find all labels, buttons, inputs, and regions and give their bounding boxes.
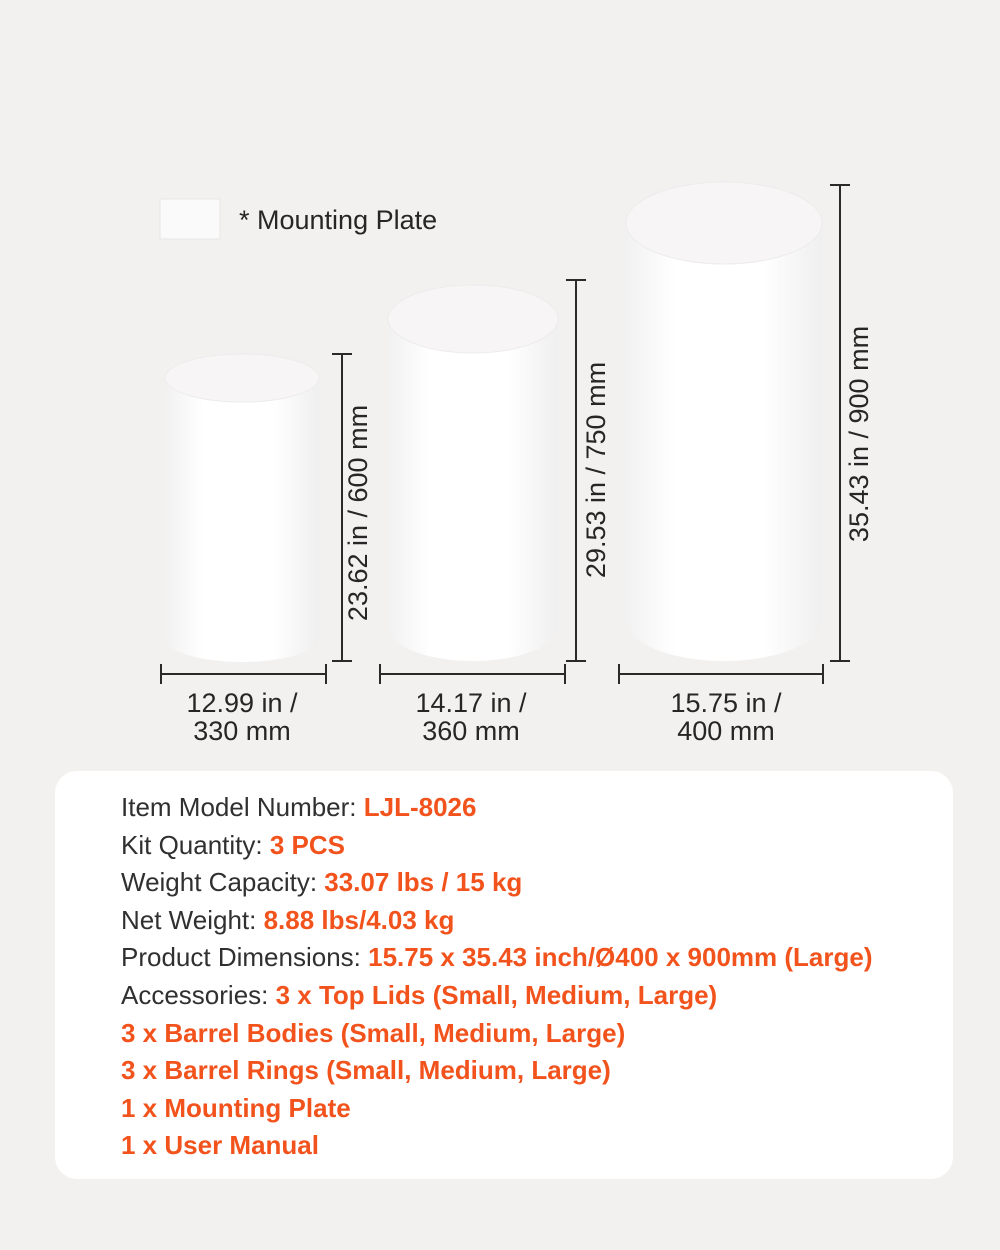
spec-value: 1 x User Manual <box>121 1130 319 1161</box>
width-label-small-in: 12.99 in / <box>186 688 298 718</box>
spec-label: Accessories: <box>121 979 276 1010</box>
pillar-small <box>165 354 319 662</box>
spec-value: LJL-8026 <box>363 792 477 822</box>
spec-item-weight-capacity <box>121 864 873 902</box>
spec-value: 3 x Barrel Bodies (Small, Medium, Large) <box>121 1017 626 1048</box>
width-line-large <box>619 664 823 684</box>
spec-label: Net Weight: <box>121 904 264 935</box>
mounting-plate-swatch <box>160 199 220 239</box>
width-label-large-mm: 400 mm <box>677 716 775 746</box>
spec-item-accessory-barrel-bodies <box>121 1015 873 1053</box>
mounting-plate-label: * Mounting Plate <box>239 205 438 235</box>
spec-value: 3 x Barrel Rings (Small, Medium, Large) <box>121 1055 611 1086</box>
spec-label: Item Model Number: <box>121 792 364 822</box>
spec-item-accessory-barrel-rings <box>121 1052 873 1090</box>
width-label-medium-mm: 360 mm <box>422 716 520 746</box>
spec-value: 1 x Mounting Plate <box>121 1092 351 1123</box>
spec-item-kit-quantity <box>121 827 873 865</box>
spec-item-accessories <box>121 977 873 1015</box>
pillar-large <box>626 182 822 661</box>
pillar-medium <box>388 285 558 661</box>
height-label-small: 23.62 in / 600 mm <box>343 404 373 622</box>
spec-value: 33.07 lbs / 15 kg <box>324 867 523 898</box>
spec-value: 3 x Top Lids (Small, Medium, Large) <box>275 979 718 1010</box>
spec-item-accessory-user-manual <box>121 1127 873 1165</box>
width-line-small <box>161 664 326 684</box>
spec-value: 3 PCS <box>269 829 345 860</box>
width-label-small-mm: 330 mm <box>193 716 291 746</box>
spec-value: 8.88 lbs/4.03 kg <box>263 904 455 935</box>
spec-value: 15.75 x 35.43 inch/Ø400 x 900mm (Large) <box>368 942 873 973</box>
spec-label: Kit Quantity: <box>121 829 270 860</box>
width-line-medium <box>380 664 565 684</box>
specs-card <box>55 771 953 1179</box>
spec-label: Product Dimensions: <box>121 942 369 973</box>
spec-item-accessory-mounting-plate <box>121 1090 873 1128</box>
spec-label: Weight Capacity: <box>121 867 325 898</box>
height-label-large: 35.43 in / 900 mm <box>844 325 874 543</box>
specs-list <box>121 789 873 1165</box>
width-label-medium-in: 14.17 in / <box>415 688 527 718</box>
spec-item-model-number <box>121 789 873 827</box>
width-label-large-in: 15.75 in / <box>670 688 782 718</box>
spec-item-net-weight <box>121 902 873 940</box>
spec-item-product-dimensions <box>121 939 873 977</box>
height-label-medium: 29.53 in / 750 mm <box>581 361 611 579</box>
